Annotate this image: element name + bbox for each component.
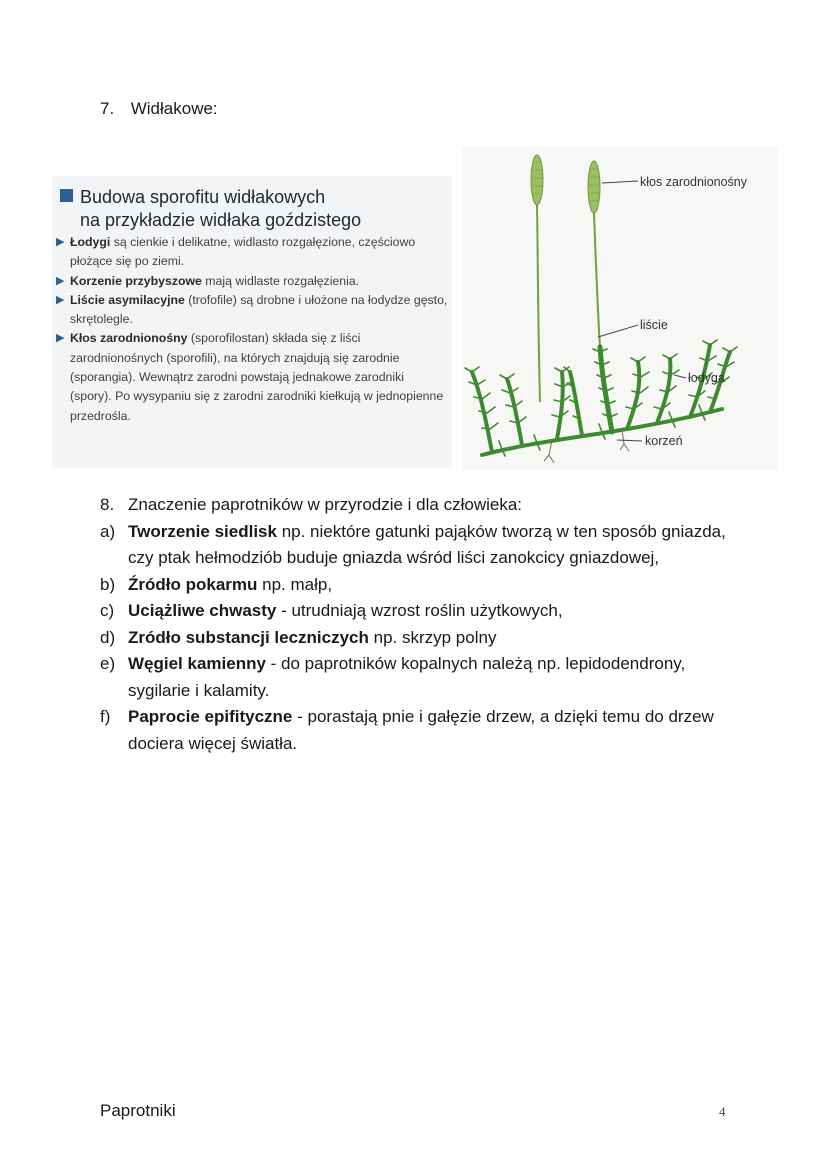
section-title: Znaczenie paprotników w przyrodzie i dla człowieka: bbox=[128, 495, 523, 514]
triangle-bullet-icon: ▶ bbox=[56, 274, 65, 287]
clubmoss-illustration bbox=[462, 147, 778, 470]
list-item: c) Uciążliwe chwasty - utrudniają wzrost roślin użytkowych, bbox=[100, 601, 563, 620]
list-item: e) Węgiel kamienny - do paprotników kopalnych należą np. lepidodendrony, sygilarie i kalamity. bbox=[100, 654, 686, 700]
list-item: a) Tworzenie siedlisk np. niektóre gatunki pająków tworzą w ten sposób gniazda, czy ptak hełmodziób buduje gniazda wśród liści zanokcicy gniazdowej, bbox=[100, 521, 726, 567]
triangle-bullet-icon: ▶ bbox=[56, 236, 65, 248]
section-number: 7. bbox=[100, 99, 115, 118]
page-number: 4 bbox=[719, 1104, 726, 1119]
plant-drawing bbox=[462, 147, 778, 470]
section-8 bbox=[100, 492, 740, 757]
list-item: ▶ Korzenie przybyszowe mają widlaste rozgałęzienia. bbox=[56, 272, 448, 291]
blue-square-icon bbox=[60, 189, 73, 202]
textbook-excerpt bbox=[52, 176, 452, 468]
list-item: b) Źródło pokarmu np. małp, bbox=[100, 574, 333, 594]
label-root: korzeń bbox=[645, 434, 683, 448]
label-stem: łodyga bbox=[688, 371, 725, 385]
list-item: ▶ Liście asymilacyjne (trofofile) są drobne i ułożone na łodydze gęsto, skrętolegle. bbox=[56, 292, 448, 327]
significance-list bbox=[100, 519, 740, 758]
excerpt-title: Budowa sporofitu widłakowych na przykładzie widłaka goździstego bbox=[60, 186, 361, 232]
section-number: 8. bbox=[100, 495, 115, 514]
label-spore-spike: kłos zarodnionośny bbox=[640, 175, 748, 189]
list-item: f) Paprocie epifityczne - porastają pnie i gałęzie drzew, a dzięki temu do drzew dociera więcej światła. bbox=[100, 707, 714, 753]
section-7-heading bbox=[100, 99, 218, 119]
section-title: Widłakowe: bbox=[130, 99, 218, 118]
label-leaves: liście bbox=[640, 318, 668, 332]
list-item: ▶ Łodygi są cienkie i delikatne, widlasto rozgałęzione, częściowo płożące się po ziemi. bbox=[56, 235, 416, 269]
triangle-bullet-icon: ▶ bbox=[56, 332, 65, 345]
triangle-bullet-icon: ▶ bbox=[56, 293, 65, 306]
footer-title: Paprotniki bbox=[100, 1101, 176, 1120]
list-item: d) Zródło substancji leczniczych np. skrzyp polny bbox=[100, 627, 497, 647]
list-item: ▶ Kłos zarodnionośny (sporofilostan) składa się z liści zarodnionośnych (sporofili), na których znajdują się zarodnie (sporangia). Wewnątrz zarodni powstają jednakowe zarodniki (spory). Po wysypaniu się z zarodni zarodniki kiełkują w jednopienne przedrośla. bbox=[56, 331, 444, 423]
excerpt-bullets bbox=[56, 233, 448, 426]
section-8-heading bbox=[100, 492, 740, 519]
